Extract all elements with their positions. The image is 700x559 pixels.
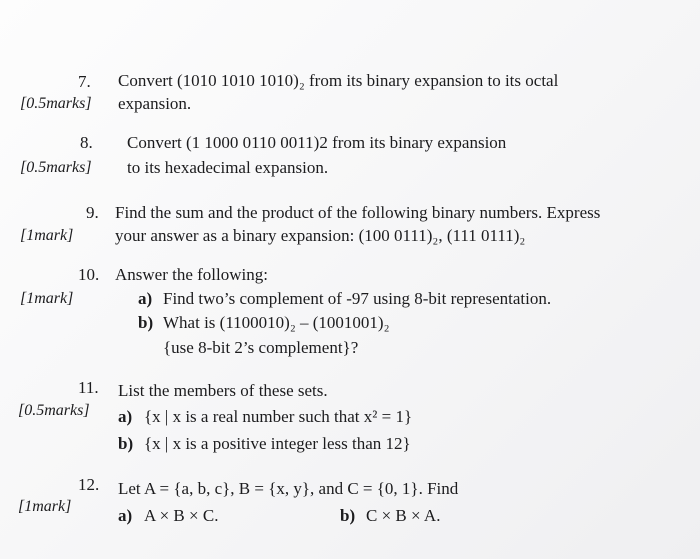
question-10-part-b-label: b) — [138, 313, 154, 332]
question-12-part-a-text: A × B × C. — [144, 506, 219, 525]
question-7-text-line-1: Convert (1010 1010 1010)₂ from its binary expansion to its octal — [118, 71, 559, 90]
question-9-text-line-2: your answer as a binary expansion: (100 0111)₂, (111 0111)₂ — [115, 226, 526, 245]
question-11-part-a-text: {x | x is a real number such that x² = 1} — [144, 407, 413, 426]
question-12-part-b-text: C × B × A. — [366, 506, 441, 525]
question-11-part-a-label: a) — [118, 407, 133, 426]
question-9-number: 9. — [86, 203, 99, 222]
question-7-marks: [0.5marks] — [20, 95, 92, 112]
question-8-number: 8. — [80, 133, 93, 152]
question-10-marks: [1mark] — [20, 290, 74, 307]
question-12-marks: [1mark] — [18, 498, 72, 515]
question-7-text-line-2: expansion. — [118, 94, 192, 113]
question-12-part-b-label: b) — [340, 506, 356, 525]
question-10-part-b-text: What is (1100010)₂ – (1001001)₂ — [163, 313, 390, 332]
question-12-number: 12. — [78, 475, 100, 494]
question-8-text-line-2: to its hexadecimal expansion. — [127, 158, 329, 177]
question-10-number: 10. — [78, 265, 100, 284]
question-7-number: 7. — [78, 72, 91, 91]
question-12-text-line-1: Let A = {a, b, c}, B = {x, y}, and C = {0, 1}. Find — [118, 479, 459, 498]
question-9-text-line-1: Find the sum and the product of the following binary numbers. Express — [115, 203, 601, 222]
question-11-part-b-label: b) — [118, 434, 134, 453]
question-10-text-line-1: Answer the following: — [115, 265, 268, 284]
question-8-text-line-1: Convert (1 1000 0110 0011)2 from its binary expansion — [127, 133, 507, 152]
question-12-part-a-label: a) — [118, 506, 133, 525]
question-8-marks: [0.5marks] — [20, 159, 92, 176]
question-11-number: 11. — [78, 378, 99, 397]
question-10-part-b-note: {use 8-bit 2’s complement}? — [163, 338, 359, 357]
question-10-part-a-label: a) — [138, 289, 153, 308]
question-11-text-line-1: List the members of these sets. — [118, 381, 328, 400]
question-11-marks: [0.5marks] — [18, 402, 90, 419]
question-11-part-b-text: {x | x is a positive integer less than 12} — [144, 434, 411, 453]
question-10-part-a-text: Find two’s complement of -97 using 8-bit representation. — [163, 289, 552, 308]
question-9-marks: [1mark] — [20, 227, 74, 244]
